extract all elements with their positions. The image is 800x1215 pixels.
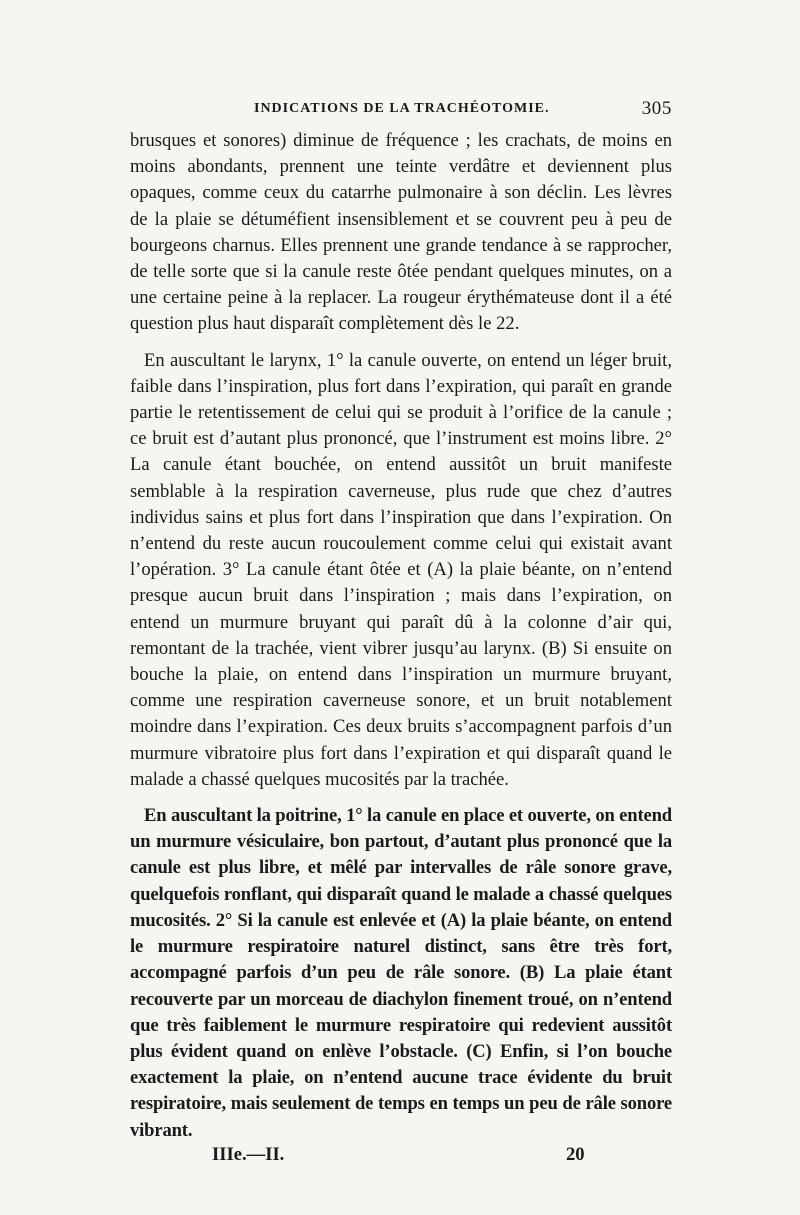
paragraph-chest-auscultation: En auscultant la poitrine, 1° la canule en place et ouverte, on entend un murmure vésiculaire, bon partout, d’autant plus prononcé que la canule est plus libre, et mêlé par intervalles de râle sonore grave, quelquefois ronflant, qui disparaît quand le malade a chassé quelques mucosités. 2° Si la canule est enlevée et (A) la plaie béante, on entend le murmure respiratoire naturel distinct, sans être très fort, accompagné parfois d’un peu de râle sonore. (B) La plaie étant recouverte par un morceau de diachylon finement troué, on n’entend que très faiblement le murmure respiratoire qui redevient aussitôt plus évident quand on enlève l’obstacle. (C) Enfin, si l’on bouche exactement la plaie, on n’entend aucune trace évidente du bruit respiratoire, mais seulement de temps en temps un peu de râle sonore vibrant. <box>130 805 672 1141</box>
paragraph-larynx-auscultation: En auscultant le larynx, 1° la canule ouverte, on entend un léger bruit, faible dans l’inspiration, plus fort dans l’expiration, qui paraît en grande partie le retentissement de celui qui se produit à l’orifice de la canule ; ce bruit est d’autant plus prononcé, que l’instrument est moins libre. 2° La canule étant bouchée, on entend aussitôt un bruit manifeste semblable à la respiration caverneuse, plus rude que chez d’autres individus sains et plus fort dans l’inspiration que dans l’expiration. On n’entend du reste aucun roucoulement comme celui qui existait avant l’opération. 3° La canule étant ôtée et (A) la plaie béante, on n’entend presque aucun bruit dans l’inspiration ; mais dans l’expiration, on entend un murmure bruyant qui paraît dû à la colonne d’air qui, remontant de la trachée, vient vibrer jusqu’au larynx. (B) Si ensuite on bouche la plaie, on entend dans l’inspiration un murmure bruyant, comme une respiration caverneuse sonore, et un bruit notablement moindre dans l’expiration. Ces deux bruits s’accompagnent parfois d’un murmure vibratoire plus fort dans l’expiration et qui disparaît quand le malade a chassé quelques mucosités par la trachée. <box>130 349 672 790</box>
page-number: 305 <box>641 98 672 119</box>
signature-mark: IIIe.—II. <box>212 1143 285 1165</box>
running-title: INDICATIONS DE LA TRACHÉOTOMIE. <box>254 101 550 116</box>
running-head <box>130 98 672 122</box>
paragraph-continuation: brusques et sonores) diminue de fréquence ; les crachats, de moins en moins abondants, prennent une teinte verdâtre et deviennent plus opaques, comme ceux du catarrhe pulmonaire à son déclin. Les lèvres de la plaie se détuméfient insensiblement et se couvrent peu à peu de bourgeons charnus. Elles prennent une grande tendance à se rapprocher, de telle sorte que si la canule reste ôtée pendant quelques minutes, on a une certaine peine à la replacer. La rougeur érythémateuse dont il a été question plus haut disparaît complètement dès le 22. <box>130 130 672 335</box>
page-footer <box>130 1144 672 1170</box>
book-page <box>130 98 672 1165</box>
signature-number: 20 <box>566 1143 585 1165</box>
body-text <box>130 128 672 1144</box>
